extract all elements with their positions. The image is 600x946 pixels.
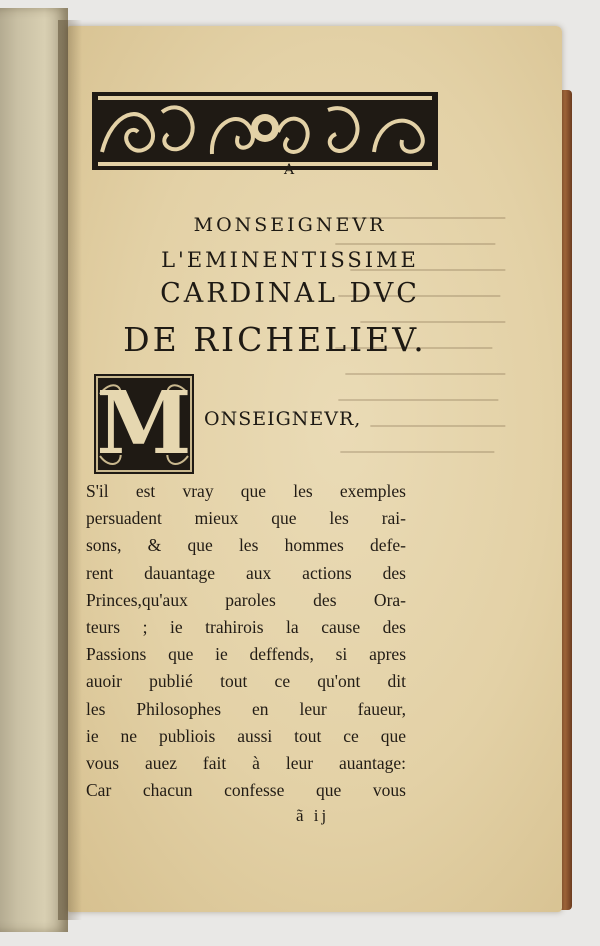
body-line: Car chacun confesse que vous: [86, 780, 406, 801]
body-line: ie ne publiois aussi tout ce que: [86, 725, 406, 746]
body-line: auoir publié tout ce qu'ont dit: [86, 671, 406, 692]
body-line: S'il est vray que les exemples: [86, 481, 406, 501]
title-line-2: L'EMINENTISSIME: [161, 248, 419, 272]
body-line: Princes,qu'aux paroles des Ora-: [86, 589, 406, 610]
title-line-4: DE RICHELIEV.: [123, 320, 427, 359]
body-line: teurs ; ie trahirois la cause des: [86, 617, 406, 638]
title-line-1: MONSEIGNEVR: [193, 214, 387, 236]
spine-shadow: [58, 20, 82, 920]
body-text: [86, 478, 406, 804]
body-line: les Philosophes en leur faueur,: [86, 698, 406, 719]
body-line: Passions que ie deffends, si apres: [86, 644, 406, 665]
body-line: vous auez fait à leur auantage:: [86, 753, 406, 774]
signature-mark: ã ij: [296, 806, 330, 825]
title-line-3: CARDINAL DVC: [160, 278, 420, 309]
body-line: rent dauantage aux actions des: [86, 562, 406, 583]
body-line: sons, & que les hommes defe-: [86, 535, 406, 556]
ornamental-headpiece: [92, 92, 438, 170]
initial-letter: M: [96, 373, 192, 474]
address-prefix: A: [283, 162, 297, 178]
body-line: persuadent mieux que les rai-: [86, 508, 406, 529]
decorated-initial: [94, 374, 194, 474]
salutation: ONSEIGNEVR,: [204, 408, 362, 430]
